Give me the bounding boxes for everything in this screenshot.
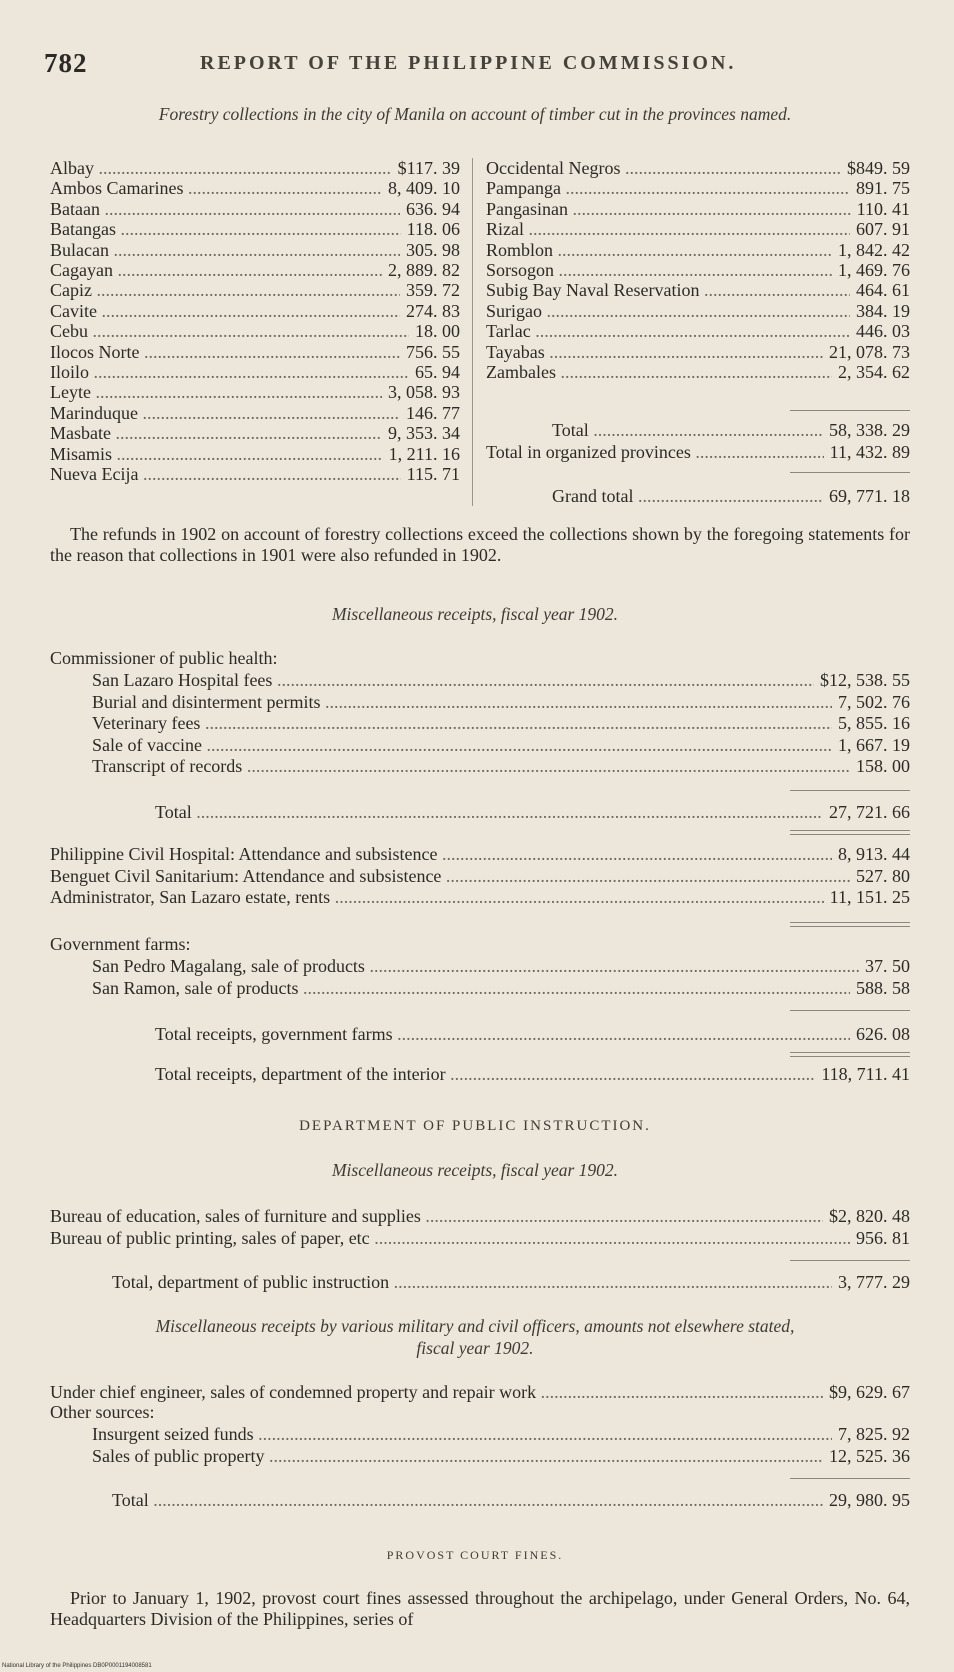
health-item-amount: 1, 667. 19: [832, 735, 910, 755]
forestry-right-amount: 891. 75: [850, 178, 910, 198]
forestry-left-name: Cavite .....: [50, 301, 456, 321]
receipt-item-name: Administrator, San Lazaro estate, rents .....: [50, 887, 906, 907]
forestry-left-row: [50, 362, 460, 382]
other-source-item-row: [92, 1424, 910, 1444]
military-total-row: [112, 1490, 910, 1510]
total-rule: [790, 410, 910, 411]
forestry-left-name: Misamis .....: [50, 444, 456, 464]
forestry-right-amount: 1, 842. 42: [832, 240, 910, 260]
forestry-total-row: [486, 420, 910, 440]
other-source-item-name: Insurgent seized funds .....: [92, 1424, 906, 1444]
forestry-left-name: Batangas .....: [50, 219, 456, 239]
forestry-right-name: Sorsogon .....: [486, 260, 906, 280]
pi-item-name: Bureau of public printing, sales of paper, etc .....: [50, 1228, 906, 1248]
forestry-right-row: [486, 321, 910, 341]
receipt-item-amount: 8, 913. 44: [832, 844, 910, 864]
column-divider: [472, 158, 473, 506]
forestry-left-name: Ilocos Norte .....: [50, 342, 456, 362]
military-total-label: Total .....: [112, 1490, 902, 1510]
health-item-amount: 158. 00: [850, 756, 910, 776]
health-total-label: Total .....: [155, 802, 895, 822]
engineer-row: [50, 1382, 910, 1402]
forestry-organized-label: Total in organized provinces .....: [486, 442, 906, 462]
forestry-right-row: [486, 280, 910, 300]
farms-rule: [790, 1010, 910, 1011]
health-item-name: Transcript of records .....: [92, 756, 906, 776]
forestry-left-amount: 2, 889. 82: [382, 260, 460, 280]
public-instruction-caption: Miscellaneous receipts, fiscal year 1902.: [331, 1160, 619, 1180]
farms-total-amount: 626. 08: [850, 1024, 910, 1044]
military-total-amount: 29, 980. 95: [823, 1490, 910, 1510]
forestry-left-name: Leyte .....: [50, 382, 456, 402]
other-source-item-row: [92, 1446, 910, 1466]
forestry-left-name: Iloilo .....: [50, 362, 456, 382]
pi-item-name: Bureau of education, sales of furniture and supplies .....: [50, 1206, 906, 1226]
forestry-organized-amount: 11, 432. 89: [824, 442, 910, 462]
other-source-item-name: Sales of public property .....: [92, 1446, 906, 1466]
forestry-right-name: Tayabas .....: [486, 342, 906, 362]
double-rule: [790, 922, 910, 927]
health-item-amount: 5, 855. 16: [832, 713, 910, 733]
farms-header: Government farms:: [50, 934, 191, 954]
forestry-caption: Forestry collections in the city of Manila on account of timber cut in the provinces named.: [158, 104, 792, 124]
double-rule: [790, 1052, 910, 1057]
running-head: REPORT OF THE PHILIPPINE COMMISSION.: [200, 52, 737, 74]
forestry-right-row: [486, 260, 910, 280]
forestry-left-amount: 9, 353. 34: [382, 423, 460, 443]
health-item-row: [92, 735, 910, 755]
health-total-amount: 27, 721. 66: [823, 802, 910, 822]
forestry-left-row: [50, 464, 460, 484]
forestry-right-amount: $849. 59: [841, 158, 910, 178]
health-item-name: San Lazaro Hospital fees .....: [92, 670, 906, 690]
interior-total-label: Total receipts, department of the interior .....: [155, 1064, 895, 1084]
forestry-left-amount: 359. 72: [400, 280, 460, 300]
forestry-right-name: Surigao .....: [486, 301, 906, 321]
forestry-left-row: [50, 158, 460, 178]
forestry-left-row: [50, 280, 460, 300]
health-item-amount: $12, 538. 55: [814, 670, 910, 690]
pi-total-row: [112, 1272, 910, 1292]
refund-note-text: The refunds in 1902 on account of forestry collections exceed the collections shown by the foregoing statements for the reason that collections in 1901 were also refunded in 1902.: [50, 524, 910, 565]
footer-stamp: National Library of the Philippines DB0P0001194008581: [2, 1663, 152, 1669]
forestry-left-row: [50, 444, 460, 464]
forestry-left-name: Marinduque .....: [50, 403, 456, 423]
page-number: 782: [44, 48, 88, 78]
health-item-row: [92, 692, 910, 712]
forestry-left-amount: 274. 83: [400, 301, 460, 321]
receipt-item-amount: 11, 151. 25: [824, 887, 910, 907]
forestry-left-row: [50, 219, 460, 239]
forestry-left-name: Nueva Ecija .....: [50, 464, 456, 484]
farm-item-name: San Ramon, sale of products .....: [92, 978, 906, 998]
health-item-row: [92, 713, 910, 733]
farm-item-amount: 588. 58: [850, 978, 910, 998]
forestry-right-amount: 21, 078. 73: [823, 342, 910, 362]
receipt-item-row: [50, 866, 910, 886]
forestry-right-amount: 2, 354. 62: [832, 362, 910, 382]
forestry-right-row: [486, 219, 910, 239]
receipt-item-row: [50, 844, 910, 864]
pi-item-row: [50, 1228, 910, 1248]
receipt-item-name: Philippine Civil Hospital: Attendance and subsistence .....: [50, 844, 906, 864]
forestry-grand-label: Grand total .....: [552, 486, 906, 506]
interior-total-amount: 118, 711. 41: [815, 1064, 910, 1084]
forestry-right-name: Tarlac .....: [486, 321, 906, 341]
forestry-left-row: [50, 342, 460, 362]
forestry-left-row: [50, 240, 460, 260]
forestry-right-name: Subig Bay Naval Reservation .....: [486, 280, 906, 300]
pi-total-label: Total, department of public instruction .....: [112, 1272, 902, 1292]
farm-item-amount: 37. 50: [859, 956, 910, 976]
military-caption-line1: Miscellaneous receipts by various military and civil officers, amounts not elsewhere stated,: [155, 1316, 795, 1336]
forestry-right-row: [486, 301, 910, 321]
pi-item-row: [50, 1206, 910, 1226]
forestry-left-amount: 3, 058. 93: [382, 382, 460, 402]
health-item-name: Sale of vaccine .....: [92, 735, 906, 755]
forestry-right-amount: 607. 91: [850, 219, 910, 239]
forestry-right-name: Pangasinan .....: [486, 199, 906, 219]
farm-item-name: San Pedro Magalang, sale of products .....: [92, 956, 906, 976]
forestry-left-amount: 18. 00: [409, 321, 460, 341]
military-caption-line2: fiscal year 1902.: [416, 1338, 534, 1358]
farm-item-row: [92, 978, 910, 998]
other-source-item-amount: 7, 825. 92: [832, 1424, 910, 1444]
forestry-left-amount: 305. 98: [400, 240, 460, 260]
forestry-right-amount: 110. 41: [851, 199, 910, 219]
health-rule: [790, 790, 910, 791]
military-rule: [790, 1478, 910, 1479]
provost-heading: PROVOST COURT FINES.: [386, 1548, 564, 1562]
grand-rule: [790, 472, 910, 473]
other-source-item-amount: 12, 525. 36: [823, 1446, 910, 1466]
farms-total-label: Total receipts, government farms .....: [155, 1024, 895, 1044]
forestry-right-row: [486, 362, 910, 382]
forestry-left-row: [50, 260, 460, 280]
forestry-right-name: Occidental Negros .....: [486, 158, 906, 178]
forestry-right-row: [486, 158, 910, 178]
other-sources-header: Other sources:: [50, 1402, 155, 1422]
health-item-amount: 7, 502. 76: [832, 692, 910, 712]
forestry-left-amount: 65. 94: [409, 362, 460, 382]
engineer-amount: $9, 629. 67: [823, 1382, 910, 1402]
forestry-left-amount: 115. 71: [401, 464, 460, 484]
engineer-label: Under chief engineer, sales of condemned property and repair work .....: [50, 1382, 900, 1402]
forestry-left-name: Masbate .....: [50, 423, 456, 443]
forestry-right-row: [486, 178, 910, 198]
forestry-total-amount: 58, 338. 29: [823, 420, 910, 440]
forestry-left-amount: $117. 39: [392, 158, 460, 178]
pi-rule: [790, 1260, 910, 1261]
forestry-grand-amount: 69, 771. 18: [823, 486, 910, 506]
forestry-left-amount: 118. 06: [401, 219, 460, 239]
forestry-right-row: [486, 199, 910, 219]
receipt-item-row: [50, 887, 910, 907]
forestry-organized-row: [486, 442, 910, 462]
forestry-left-row: [50, 382, 460, 402]
farm-item-row: [92, 956, 910, 976]
forestry-left-name: Bulacan .....: [50, 240, 456, 260]
pi-item-amount: 956. 81: [850, 1228, 910, 1248]
health-total-row: [155, 802, 910, 822]
forestry-left-name: Cebu .....: [50, 321, 456, 341]
public-instruction-heading: DEPARTMENT OF PUBLIC INSTRUCTION.: [299, 1118, 651, 1134]
refund-note: [50, 524, 910, 566]
forestry-right-amount: 1, 469. 76: [832, 260, 910, 280]
forestry-right-amount: 464. 61: [850, 280, 910, 300]
double-rule: [790, 830, 910, 835]
forestry-right-amount: 446. 03: [850, 321, 910, 341]
forestry-left-amount: 146. 77: [400, 403, 460, 423]
health-item-row: [92, 756, 910, 776]
forestry-left-name: Ambos Camarines .....: [50, 178, 456, 198]
forestry-left-amount: 8, 409. 10: [382, 178, 460, 198]
health-item-name: Burial and disinterment permits .....: [92, 692, 906, 712]
forestry-left-row: [50, 178, 460, 198]
forestry-left-row: [50, 199, 460, 219]
forestry-right-amount: 384. 19: [850, 301, 910, 321]
forestry-total-label: Total .....: [552, 420, 906, 440]
misc-caption: Miscellaneous receipts, fiscal year 1902.: [331, 604, 619, 624]
pi-item-amount: $2, 820. 48: [823, 1206, 910, 1226]
forestry-left-name: Cagayan .....: [50, 260, 456, 280]
health-item-name: Veterinary fees .....: [92, 713, 906, 733]
provost-text: Prior to January 1, 1902, provost court fines assessed throughout the archipelago, under General Orders, No. 64, Headquarters Division of the Philippines, series of: [50, 1588, 910, 1629]
forestry-right-row: [486, 240, 910, 260]
forestry-left-row: [50, 301, 460, 321]
forestry-left-row: [50, 403, 460, 423]
receipt-item-name: Benguet Civil Sanitarium: Attendance and subsistence .....: [50, 866, 906, 886]
forestry-right-name: Rizal .....: [486, 219, 906, 239]
forestry-right-row: [486, 342, 910, 362]
forestry-right-name: Pampanga .....: [486, 178, 906, 198]
forestry-left-name: Capiz .....: [50, 280, 456, 300]
pi-total-amount: 3, 777. 29: [832, 1272, 910, 1292]
forestry-left-amount: 636. 94: [400, 199, 460, 219]
health-item-row: [92, 670, 910, 690]
forestry-left-amount: 756. 55: [400, 342, 460, 362]
forestry-left-row: [50, 321, 460, 341]
forestry-grand-row: [486, 486, 910, 506]
forestry-right-name: Romblon .....: [486, 240, 906, 260]
forestry-right-name: Zambales .....: [486, 362, 906, 382]
forestry-left-row: [50, 423, 460, 443]
interior-total-row: [155, 1064, 910, 1084]
forestry-left-name: Albay .....: [50, 158, 456, 178]
provost-paragraph: [50, 1588, 910, 1630]
receipt-item-amount: 527. 80: [850, 866, 910, 886]
health-header: Commissioner of public health:: [50, 648, 278, 668]
forestry-left-name: Bataan .....: [50, 199, 456, 219]
forestry-left-amount: 1, 211. 16: [383, 444, 460, 464]
farms-total-row: [155, 1024, 910, 1044]
